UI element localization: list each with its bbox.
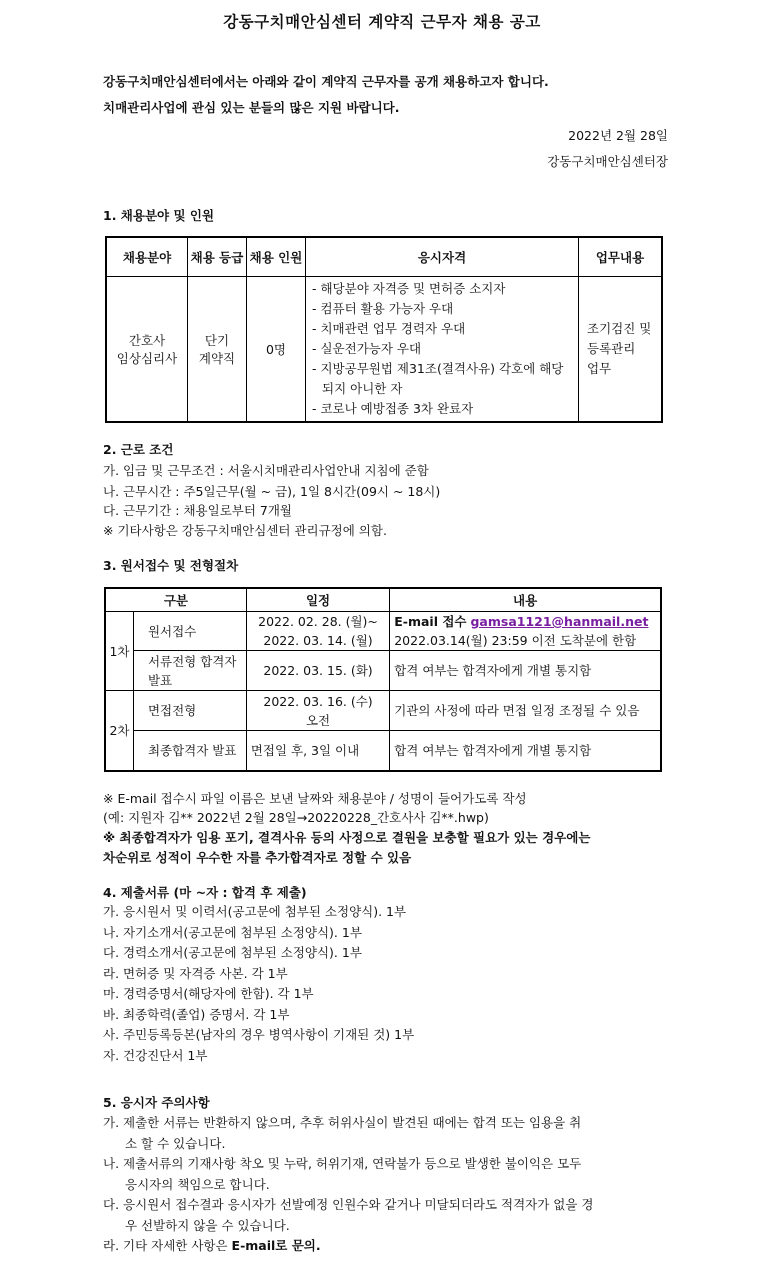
- caution-item: 나. 제출서류의 기재사항 착오 및 누락, 허위기재, 연락불가 등으로 발생한 불이익은 모두: [103, 1156, 582, 1171]
- document-item: 바. 최종학력(졸업) 증명서. 각 1부: [103, 1006, 290, 1022]
- caution-last-text: 라. 기타 자세한 사항은: [103, 1238, 232, 1253]
- document-item: 가. 응시원서 및 이력서(공고문에 첨부된 소정양식). 1부: [103, 904, 407, 919]
- condition-note: ※ 기타사항은 강동구치매안심센터 관리규정에 의함.: [103, 523, 387, 538]
- schedule-line: 2022. 03. 16. (수): [263, 693, 373, 709]
- documents-list: [103, 902, 414, 1066]
- content-document-result: 합격 여부는 합격자에게 개별 통지함: [390, 651, 661, 691]
- document-item: 마. 경력증명서(해당자에 한함). 각 1부: [103, 986, 314, 1001]
- duty-line: 조기검진 및: [587, 321, 652, 336]
- stage-document-result: 서류전형 합격자 발표: [133, 651, 246, 691]
- qual-item: - 해당분야 자격증 및 면허증 소지자: [312, 281, 506, 296]
- intro-line-2: 치매관리사업에 관심 있는 분들의 많은 지원 바랍니다.: [103, 100, 400, 115]
- issuer: 강동구치매안심센터장: [547, 154, 668, 169]
- condition-period: 다. 근무기간 : 채용일로부터 7개월: [103, 503, 293, 518]
- email-link[interactable]: gamsa1121@hanmail.net: [470, 614, 649, 629]
- schedule-application: [246, 612, 389, 651]
- qual-item: - 코로나 예방접종 3차 완료자: [312, 401, 474, 416]
- duty-line: 업무: [587, 361, 612, 376]
- caution-item: 다. 응시원서 접수결과 응시자가 선발예정 인원수와 같거나 미달되더라도 적격자가 없을 경: [103, 1197, 594, 1212]
- header-grade: 채용 등급: [188, 237, 247, 277]
- field-nurse: 간호사: [128, 333, 166, 348]
- notice-date: 2022년 2월 28일: [568, 128, 668, 143]
- caution-item-cont: 우 선발하지 않을 수 있습니다.: [125, 1217, 290, 1233]
- caution-last-bold: E-mail로 문의.: [231, 1238, 321, 1253]
- field-cell: [106, 277, 188, 423]
- qual-item: - 지방공무원법 제31조(결격사유) 각호에 해당되지 아니한 자: [312, 361, 564, 396]
- qual-item: - 컴퓨터 활용 가능자 우대: [312, 301, 454, 316]
- schedule-final-result: 면접일 후, 3일 이내: [246, 731, 389, 771]
- bold-note-1: ※ 최종합격자가 임용 포기, 결격사유 등의 사정으로 결원을 보충할 필요가 있는 경우에는: [103, 830, 591, 845]
- section-2-heading: 2. 근로 조건: [103, 442, 174, 457]
- duty-cell: [579, 277, 663, 423]
- header-category: 구분: [105, 588, 246, 612]
- stage-interview: 면접전형: [133, 691, 246, 731]
- deadline-note: 2022.03.14(월) 23:59 이전 도착분에 한함: [394, 633, 637, 648]
- email-note-2: (예: 지원자 김** 2022년 2월 28일→20220228_간호사사 김**.hwp): [103, 810, 489, 825]
- header-content: 내용: [390, 588, 661, 612]
- caution-item: 가. 제출한 서류는 반환하지 않으며, 추후 허위사실이 발견된 때에는 합격 또는 임용을 취: [103, 1115, 582, 1130]
- recruitment-table: [105, 236, 663, 423]
- section-1-heading: 1. 채용분야 및 인원: [103, 208, 215, 223]
- header-schedule: 일정: [246, 588, 389, 612]
- header-count: 채용 인원: [247, 237, 306, 277]
- procedure-table: [104, 587, 662, 772]
- email-note-1: ※ E-mail 접수시 파일 이름은 보낸 날짜와 채용분야 / 성명이 들어가도록 작성: [103, 791, 527, 806]
- content-interview: 기관의 사정에 따라 면접 일정 조정될 수 있음: [390, 691, 661, 731]
- section-4-heading: 4. 제출서류 (마 ~자 : 합격 후 제출): [103, 885, 307, 900]
- qual-item: - 치매관련 업무 경력자 우대: [312, 321, 466, 336]
- header-field: 채용분야: [106, 237, 188, 277]
- caution-item-last: [103, 1236, 593, 1257]
- page-title: 강동구치매안심센터 계약직 근무자 채용 공고: [223, 13, 541, 31]
- document-item: 사. 주민등록등본(남자의 경우 병역사항이 기재된 것) 1부: [103, 1027, 415, 1042]
- grade-cell: [188, 277, 247, 423]
- document-item: 다. 경력소개서(공고문에 첨부된 소정양식). 1부: [103, 945, 362, 960]
- header-duty: 업무내용: [579, 237, 663, 277]
- stage-final-result: 최종합격자 발표: [133, 731, 246, 771]
- round-1: 1차: [105, 612, 133, 691]
- qual-item: - 실운전가능자 우대: [312, 341, 422, 356]
- schedule-line: 오전: [305, 712, 331, 728]
- qualification-cell: [306, 277, 579, 423]
- schedule-line: 2022. 02. 28. (월)~: [258, 614, 378, 629]
- document-item: 라. 면허증 및 자격증 사본. 각 1부: [103, 965, 288, 981]
- stage-application: 원서접수: [133, 612, 246, 651]
- field-psychologist: 임상심리사: [116, 351, 178, 366]
- schedule-document-result: 2022. 03. 15. (화): [246, 651, 389, 691]
- condition-hours: 나. 근무시간 : 주5일근무(월 ~ 금), 1일 8시간(09시 ~ 18시): [103, 484, 441, 499]
- section-3-heading: 3. 원서접수 및 전형절차: [103, 558, 239, 573]
- bold-note-2: 차순위로 성적이 우수한 자를 추가합격자로 정할 수 있음: [103, 850, 412, 865]
- content-final-result: 합격 여부는 합격자에게 개별 통지함: [390, 731, 661, 771]
- duty-line: 등록관리: [587, 341, 636, 356]
- schedule-line: 2022. 03. 14. (월): [263, 633, 373, 648]
- grade-line-1: 단기: [204, 333, 230, 348]
- schedule-interview: [246, 691, 389, 731]
- email-label: E-mail 접수: [394, 614, 467, 629]
- caution-item-cont: 응시자의 책임으로 합니다.: [125, 1176, 270, 1192]
- grade-line-2: 계약직: [198, 351, 236, 366]
- condition-pay: 가. 임금 및 근무조건 : 서울시치매관리사업안내 지침에 준함: [103, 463, 429, 478]
- content-application: [390, 612, 661, 651]
- document-item: 자. 건강진단서 1부: [103, 1047, 208, 1063]
- header-qualification: 응시자격: [306, 237, 579, 277]
- count-cell: 0명: [247, 277, 306, 423]
- caution-item-cont: 소 할 수 있습니다.: [125, 1135, 226, 1151]
- section-5-heading: 5. 응시자 주의사항: [103, 1095, 210, 1110]
- intro-line-1: 강동구치매안심센터에서는 아래와 같이 계약직 근무자를 공개 채용하고자 합니다.: [103, 74, 549, 89]
- caution-list: [103, 1113, 593, 1257]
- round-2: 2차: [105, 691, 133, 771]
- document-item: 나. 자기소개서(공고문에 첨부된 소정양식). 1부: [103, 924, 362, 940]
